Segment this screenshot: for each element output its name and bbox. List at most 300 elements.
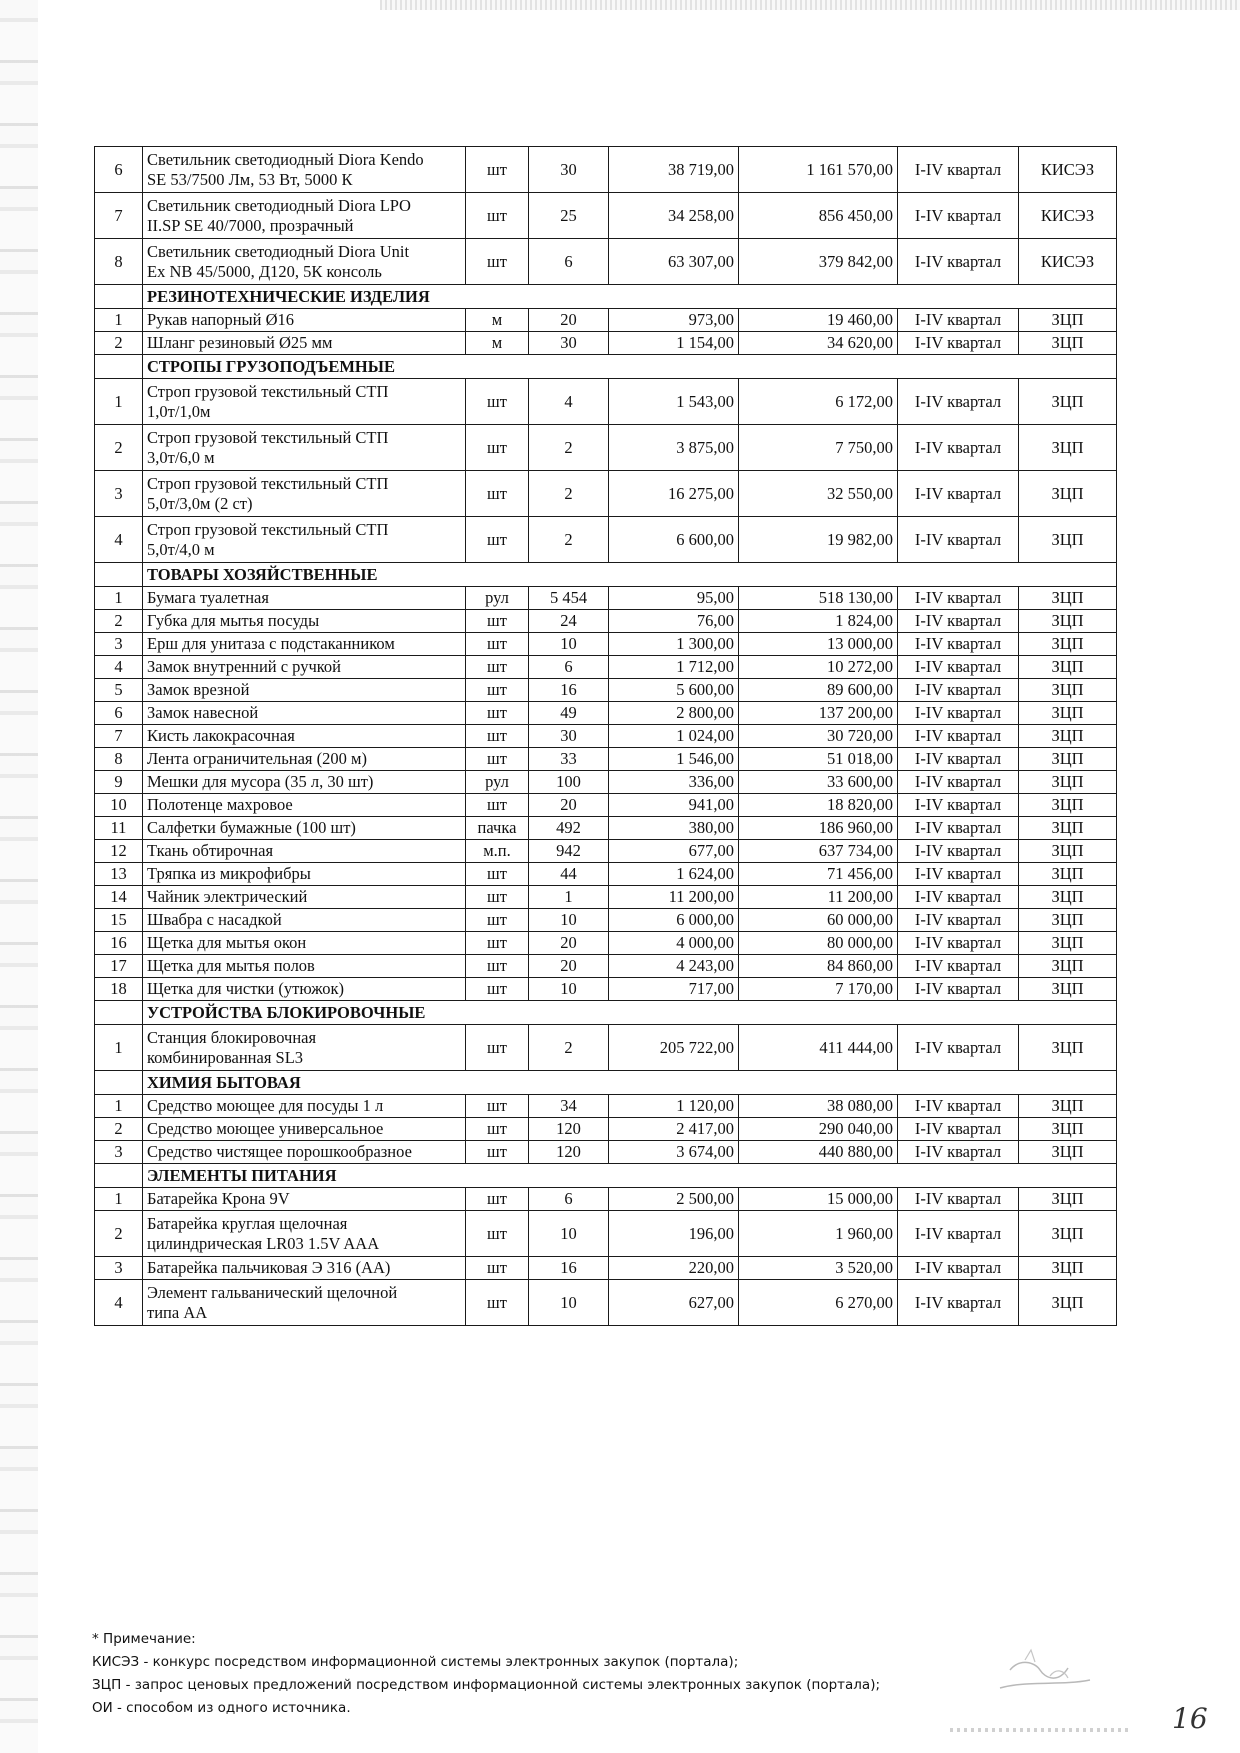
table-row (95, 840, 1117, 863)
item-unit: шт (466, 633, 529, 656)
item-name-line: Швабра с насадкой (147, 910, 282, 930)
item-quantity: 20 (529, 955, 609, 978)
item-name (143, 1211, 466, 1257)
table-row (95, 587, 1117, 610)
item-name-line: Салфетки бумажные (100 шт) (147, 818, 356, 838)
footnote-title: * Примечание: (92, 1631, 196, 1647)
item-name-line: Элемент гальванический щелочной (147, 1282, 398, 1302)
section-header (95, 1071, 1117, 1095)
item-quantity: 20 (529, 794, 609, 817)
item-period: I-IV квартал (898, 656, 1019, 679)
table-row (95, 656, 1117, 679)
item-price: 205 722,00 (609, 1025, 739, 1071)
table-row (95, 955, 1117, 978)
item-name (143, 656, 466, 679)
item-name (143, 932, 466, 955)
table-row (95, 1118, 1117, 1141)
item-method: ЗЦП (1019, 309, 1117, 332)
item-sum: 80 000,00 (739, 932, 898, 955)
item-name-line: Светильник светодиодный Diora Kendo (147, 149, 424, 169)
item-unit: шт (466, 379, 529, 425)
item-name (143, 425, 466, 471)
item-price: 6 000,00 (609, 909, 739, 932)
item-name-line: Щетка для чистки (утюжок) (147, 979, 344, 999)
section-header (95, 355, 1117, 379)
row-number: 8 (95, 239, 143, 285)
item-quantity: 120 (529, 1141, 609, 1164)
item-quantity: 16 (529, 1257, 609, 1280)
table-row (95, 239, 1117, 285)
row-number: 13 (95, 863, 143, 886)
table-row (95, 517, 1117, 563)
item-price: 76,00 (609, 610, 739, 633)
item-unit: шт (466, 978, 529, 1001)
item-period: I-IV квартал (898, 886, 1019, 909)
item-quantity: 2 (529, 425, 609, 471)
table-row (95, 725, 1117, 748)
item-name-line: 3,0т/6,0 м (147, 447, 215, 467)
item-sum: 89 600,00 (739, 679, 898, 702)
item-period: I-IV квартал (898, 909, 1019, 932)
row-number: 3 (95, 471, 143, 517)
row-number: 14 (95, 886, 143, 909)
row-number: 7 (95, 725, 143, 748)
item-quantity: 492 (529, 817, 609, 840)
item-sum: 1 161 570,00 (739, 147, 898, 193)
section-title: УСТРОЙСТВА БЛОКИРОВОЧНЫЕ (143, 1001, 1117, 1025)
row-number: 10 (95, 794, 143, 817)
item-method: ЗЦП (1019, 886, 1117, 909)
table-row (95, 679, 1117, 702)
item-unit: шт (466, 1211, 529, 1257)
item-period: I-IV квартал (898, 840, 1019, 863)
item-period: I-IV квартал (898, 425, 1019, 471)
item-name-line: Щетка для мытья полов (147, 956, 315, 976)
item-method: ЗЦП (1019, 702, 1117, 725)
item-quantity: 30 (529, 725, 609, 748)
item-sum: 1 960,00 (739, 1211, 898, 1257)
item-sum: 51 018,00 (739, 748, 898, 771)
item-unit: шт (466, 1280, 529, 1326)
item-period: I-IV квартал (898, 147, 1019, 193)
item-sum: 10 272,00 (739, 656, 898, 679)
row-number: 15 (95, 909, 143, 932)
item-name-line: типа AA (147, 1302, 208, 1322)
item-sum: 6 172,00 (739, 379, 898, 425)
item-quantity: 20 (529, 932, 609, 955)
row-number: 4 (95, 1280, 143, 1326)
table-row (95, 863, 1117, 886)
item-name (143, 633, 466, 656)
table-row (95, 794, 1117, 817)
item-name-line: Светильник светодиодный Diora LPO (147, 195, 411, 215)
item-period: I-IV квартал (898, 725, 1019, 748)
item-sum: 30 720,00 (739, 725, 898, 748)
item-unit: шт (466, 425, 529, 471)
item-period: I-IV квартал (898, 978, 1019, 1001)
item-quantity: 2 (529, 471, 609, 517)
section-header-spacer (95, 563, 143, 587)
row-number: 2 (95, 1118, 143, 1141)
section-title: РЕЗИНОТЕХНИЧЕСКИЕ ИЗДЕЛИЯ (143, 285, 1117, 309)
row-number: 16 (95, 932, 143, 955)
item-name-line: Станция блокировочная (147, 1027, 317, 1047)
item-sum: 19 982,00 (739, 517, 898, 563)
item-method: КИСЭЗ (1019, 147, 1117, 193)
item-name (143, 679, 466, 702)
item-name-line: Средство моющее для посуды 1 л (147, 1096, 384, 1116)
item-name-line: Чайник электрический (147, 887, 308, 907)
footnote-line-kisez: КИСЭЗ - конкурс посредством информационной системы электронных закупок (портала); (92, 1654, 739, 1670)
row-number: 9 (95, 771, 143, 794)
item-period: I-IV квартал (898, 955, 1019, 978)
item-method: ЗЦП (1019, 1095, 1117, 1118)
item-period: I-IV квартал (898, 239, 1019, 285)
item-method: ЗЦП (1019, 771, 1117, 794)
item-name-line: Батарейка Крона 9V (147, 1189, 290, 1209)
item-price: 4 243,00 (609, 955, 739, 978)
item-name (143, 610, 466, 633)
item-name-line: Ткань обтирочная (147, 841, 274, 861)
item-method: ЗЦП (1019, 909, 1117, 932)
item-name (143, 1118, 466, 1141)
item-price: 4 000,00 (609, 932, 739, 955)
row-number: 1 (95, 1188, 143, 1211)
item-price: 2 500,00 (609, 1188, 739, 1211)
item-period: I-IV квартал (898, 1141, 1019, 1164)
item-sum: 34 620,00 (739, 332, 898, 355)
item-quantity: 10 (529, 633, 609, 656)
item-period: I-IV квартал (898, 633, 1019, 656)
item-name (143, 771, 466, 794)
item-sum: 18 820,00 (739, 794, 898, 817)
item-unit: шт (466, 932, 529, 955)
item-name-line: Замок внутренний с ручкой (147, 657, 342, 677)
item-quantity: 942 (529, 840, 609, 863)
item-price: 1 154,00 (609, 332, 739, 355)
item-name (143, 147, 466, 193)
item-method: ЗЦП (1019, 610, 1117, 633)
item-name (143, 840, 466, 863)
item-quantity: 49 (529, 702, 609, 725)
item-sum: 379 842,00 (739, 239, 898, 285)
item-price: 3 674,00 (609, 1141, 739, 1164)
item-price: 380,00 (609, 817, 739, 840)
item-sum: 19 460,00 (739, 309, 898, 332)
item-sum: 137 200,00 (739, 702, 898, 725)
row-number: 5 (95, 679, 143, 702)
section-header-spacer (95, 285, 143, 309)
item-unit: шт (466, 517, 529, 563)
table-row (95, 633, 1117, 656)
item-name (143, 978, 466, 1001)
item-method: КИСЭЗ (1019, 193, 1117, 239)
row-number: 1 (95, 1095, 143, 1118)
table-row (95, 886, 1117, 909)
item-period: I-IV квартал (898, 817, 1019, 840)
item-sum: 33 600,00 (739, 771, 898, 794)
item-name-line: Строп грузовой текстильный СТП (147, 381, 389, 401)
item-unit: шт (466, 794, 529, 817)
item-price: 1 120,00 (609, 1095, 739, 1118)
signature-stamp (940, 1640, 1140, 1740)
item-sum: 13 000,00 (739, 633, 898, 656)
item-method: ЗЦП (1019, 1257, 1117, 1280)
item-unit: м.п. (466, 840, 529, 863)
item-method: ЗЦП (1019, 425, 1117, 471)
item-quantity: 4 (529, 379, 609, 425)
section-header (95, 1164, 1117, 1188)
item-quantity: 25 (529, 193, 609, 239)
item-name-line: Средство моющее универсальное (147, 1119, 384, 1139)
table-row (95, 771, 1117, 794)
item-name-line: Щетка для мытья окон (147, 933, 307, 953)
item-unit: м (466, 332, 529, 355)
item-name-line: Ex NB 45/5000, Д120, 5К консоль (147, 261, 382, 281)
item-price: 973,00 (609, 309, 739, 332)
item-price: 5 600,00 (609, 679, 739, 702)
item-name-line: Средство чистящее порошкообразное (147, 1142, 412, 1162)
item-method: ЗЦП (1019, 840, 1117, 863)
item-unit: шт (466, 955, 529, 978)
row-number: 3 (95, 1141, 143, 1164)
item-quantity: 33 (529, 748, 609, 771)
item-method: ЗЦП (1019, 1211, 1117, 1257)
item-quantity: 2 (529, 517, 609, 563)
item-sum: 6 270,00 (739, 1280, 898, 1326)
item-name-line: Батарейка пальчиковая Э 316 (AA) (147, 1258, 391, 1278)
item-unit: шт (466, 1118, 529, 1141)
item-price: 1 024,00 (609, 725, 739, 748)
table-row (95, 1257, 1117, 1280)
table-row (95, 610, 1117, 633)
section-title: ЭЛЕМЕНТЫ ПИТАНИЯ (143, 1164, 1117, 1188)
item-price: 941,00 (609, 794, 739, 817)
item-price: 11 200,00 (609, 886, 739, 909)
item-unit: шт (466, 886, 529, 909)
item-sum: 186 960,00 (739, 817, 898, 840)
item-unit: шт (466, 1257, 529, 1280)
item-price: 16 275,00 (609, 471, 739, 517)
item-unit: шт (466, 471, 529, 517)
item-unit: шт (466, 1025, 529, 1071)
item-unit: шт (466, 147, 529, 193)
item-name-line: Шланг резиновый Ø25 мм (147, 333, 333, 353)
row-number: 1 (95, 379, 143, 425)
item-period: I-IV квартал (898, 1118, 1019, 1141)
item-name-line: Рукав напорный Ø16 (147, 310, 294, 330)
item-name-line: 1,0т/1,0м (147, 401, 211, 421)
item-name (143, 794, 466, 817)
item-period: I-IV квартал (898, 932, 1019, 955)
item-period: I-IV квартал (898, 1257, 1019, 1280)
item-name (143, 332, 466, 355)
item-name (143, 748, 466, 771)
item-name-line: Тряпка из микрофибры (147, 864, 311, 884)
item-quantity: 44 (529, 863, 609, 886)
item-price: 336,00 (609, 771, 739, 794)
item-name-line: Строп грузовой текстильный СТП (147, 473, 389, 493)
item-method: ЗЦП (1019, 656, 1117, 679)
table-row (95, 978, 1117, 1001)
item-period: I-IV квартал (898, 471, 1019, 517)
table-row (95, 748, 1117, 771)
item-name-line: Замок навесной (147, 703, 259, 723)
item-price: 2 800,00 (609, 702, 739, 725)
item-unit: шт (466, 1095, 529, 1118)
item-name (143, 1257, 466, 1280)
item-sum: 84 860,00 (739, 955, 898, 978)
item-unit: шт (466, 725, 529, 748)
table-row (95, 309, 1117, 332)
item-price: 3 875,00 (609, 425, 739, 471)
item-quantity: 6 (529, 239, 609, 285)
item-quantity: 10 (529, 1211, 609, 1257)
page-number: 16 (1172, 1702, 1208, 1735)
item-unit: шт (466, 239, 529, 285)
item-unit: рул (466, 587, 529, 610)
section-header (95, 1001, 1117, 1025)
item-quantity: 10 (529, 978, 609, 1001)
item-sum: 71 456,00 (739, 863, 898, 886)
item-method: ЗЦП (1019, 794, 1117, 817)
item-method: ЗЦП (1019, 587, 1117, 610)
item-quantity: 10 (529, 909, 609, 932)
table-row (95, 1095, 1117, 1118)
row-number: 1 (95, 1025, 143, 1071)
item-quantity: 120 (529, 1118, 609, 1141)
item-method: ЗЦП (1019, 633, 1117, 656)
table-row (95, 1188, 1117, 1211)
row-number: 4 (95, 517, 143, 563)
table-row (95, 909, 1117, 932)
item-unit: шт (466, 748, 529, 771)
item-method: ЗЦП (1019, 1141, 1117, 1164)
item-sum: 518 130,00 (739, 587, 898, 610)
item-method: ЗЦП (1019, 517, 1117, 563)
item-name-line: SE 53/7500 Лм, 53 Вт, 5000 К (147, 169, 353, 189)
item-method: ЗЦП (1019, 471, 1117, 517)
item-name (143, 471, 466, 517)
item-method: ЗЦП (1019, 1118, 1117, 1141)
item-name (143, 886, 466, 909)
table-row (95, 1280, 1117, 1326)
item-unit: шт (466, 610, 529, 633)
item-price: 1 543,00 (609, 379, 739, 425)
section-title: ХИМИЯ БЫТОВАЯ (143, 1071, 1117, 1095)
item-sum: 11 200,00 (739, 886, 898, 909)
item-unit: пачка (466, 817, 529, 840)
item-quantity: 24 (529, 610, 609, 633)
item-quantity: 100 (529, 771, 609, 794)
item-period: I-IV квартал (898, 1095, 1019, 1118)
section-header (95, 285, 1117, 309)
item-sum: 15 000,00 (739, 1188, 898, 1211)
item-method: ЗЦП (1019, 1280, 1117, 1326)
item-price: 627,00 (609, 1280, 739, 1326)
item-name-line: 5,0т/3,0м (2 ст) (147, 493, 253, 513)
item-quantity: 30 (529, 147, 609, 193)
item-unit: м (466, 309, 529, 332)
table-row (95, 332, 1117, 355)
item-period: I-IV квартал (898, 1025, 1019, 1071)
item-name-line: Замок врезной (147, 680, 250, 700)
item-name-line: Батарейка круглая щелочная (147, 1213, 348, 1233)
item-method: ЗЦП (1019, 817, 1117, 840)
item-sum: 290 040,00 (739, 1118, 898, 1141)
item-period: I-IV квартал (898, 193, 1019, 239)
item-name-line: Строп грузовой текстильный СТП (147, 427, 389, 447)
item-name (143, 517, 466, 563)
item-method: ЗЦП (1019, 379, 1117, 425)
item-name (143, 702, 466, 725)
item-unit: шт (466, 702, 529, 725)
row-number: 3 (95, 1257, 143, 1280)
item-sum: 7 170,00 (739, 978, 898, 1001)
item-name (143, 1095, 466, 1118)
table-row (95, 817, 1117, 840)
goods-table-body (95, 147, 1117, 1326)
item-name (143, 909, 466, 932)
item-price: 2 417,00 (609, 1118, 739, 1141)
item-period: I-IV квартал (898, 587, 1019, 610)
table-row (95, 471, 1117, 517)
table-row (95, 193, 1117, 239)
item-method: ЗЦП (1019, 332, 1117, 355)
item-method: ЗЦП (1019, 932, 1117, 955)
item-period: I-IV квартал (898, 794, 1019, 817)
row-number: 18 (95, 978, 143, 1001)
item-sum: 7 750,00 (739, 425, 898, 471)
item-unit: шт (466, 1188, 529, 1211)
item-method: ЗЦП (1019, 955, 1117, 978)
binding-edge (0, 0, 38, 1753)
row-number: 17 (95, 955, 143, 978)
table-row (95, 1025, 1117, 1071)
item-method: ЗЦП (1019, 1188, 1117, 1211)
item-name-line: 5,0т/4,0 м (147, 539, 215, 559)
item-sum: 637 734,00 (739, 840, 898, 863)
item-name (143, 193, 466, 239)
item-name-line: Строп грузовой текстильный СТП (147, 519, 389, 539)
item-method: ЗЦП (1019, 863, 1117, 886)
item-name (143, 587, 466, 610)
item-name-line: Светильник светодиодный Diora Unit (147, 241, 410, 261)
item-unit: шт (466, 863, 529, 886)
item-name (143, 1188, 466, 1211)
section-header-spacer (95, 1164, 143, 1188)
item-quantity: 16 (529, 679, 609, 702)
item-sum: 32 550,00 (739, 471, 898, 517)
section-title: ТОВАРЫ ХОЗЯЙСТВЕННЫЕ (143, 563, 1117, 587)
item-price: 1 546,00 (609, 748, 739, 771)
row-number: 2 (95, 610, 143, 633)
footnote (92, 1628, 880, 1720)
item-quantity: 1 (529, 886, 609, 909)
item-name (143, 955, 466, 978)
item-method: ЗЦП (1019, 748, 1117, 771)
row-number: 3 (95, 633, 143, 656)
item-name-line: II.SP SE 40/7000, прозрачный (147, 215, 354, 235)
item-name (143, 1280, 466, 1326)
goods-table (94, 146, 1117, 1326)
row-number: 7 (95, 193, 143, 239)
item-method: ЗЦП (1019, 679, 1117, 702)
item-period: I-IV квартал (898, 379, 1019, 425)
table-row (95, 932, 1117, 955)
item-quantity: 10 (529, 1280, 609, 1326)
item-name-line: Бумага туалетная (147, 588, 269, 608)
